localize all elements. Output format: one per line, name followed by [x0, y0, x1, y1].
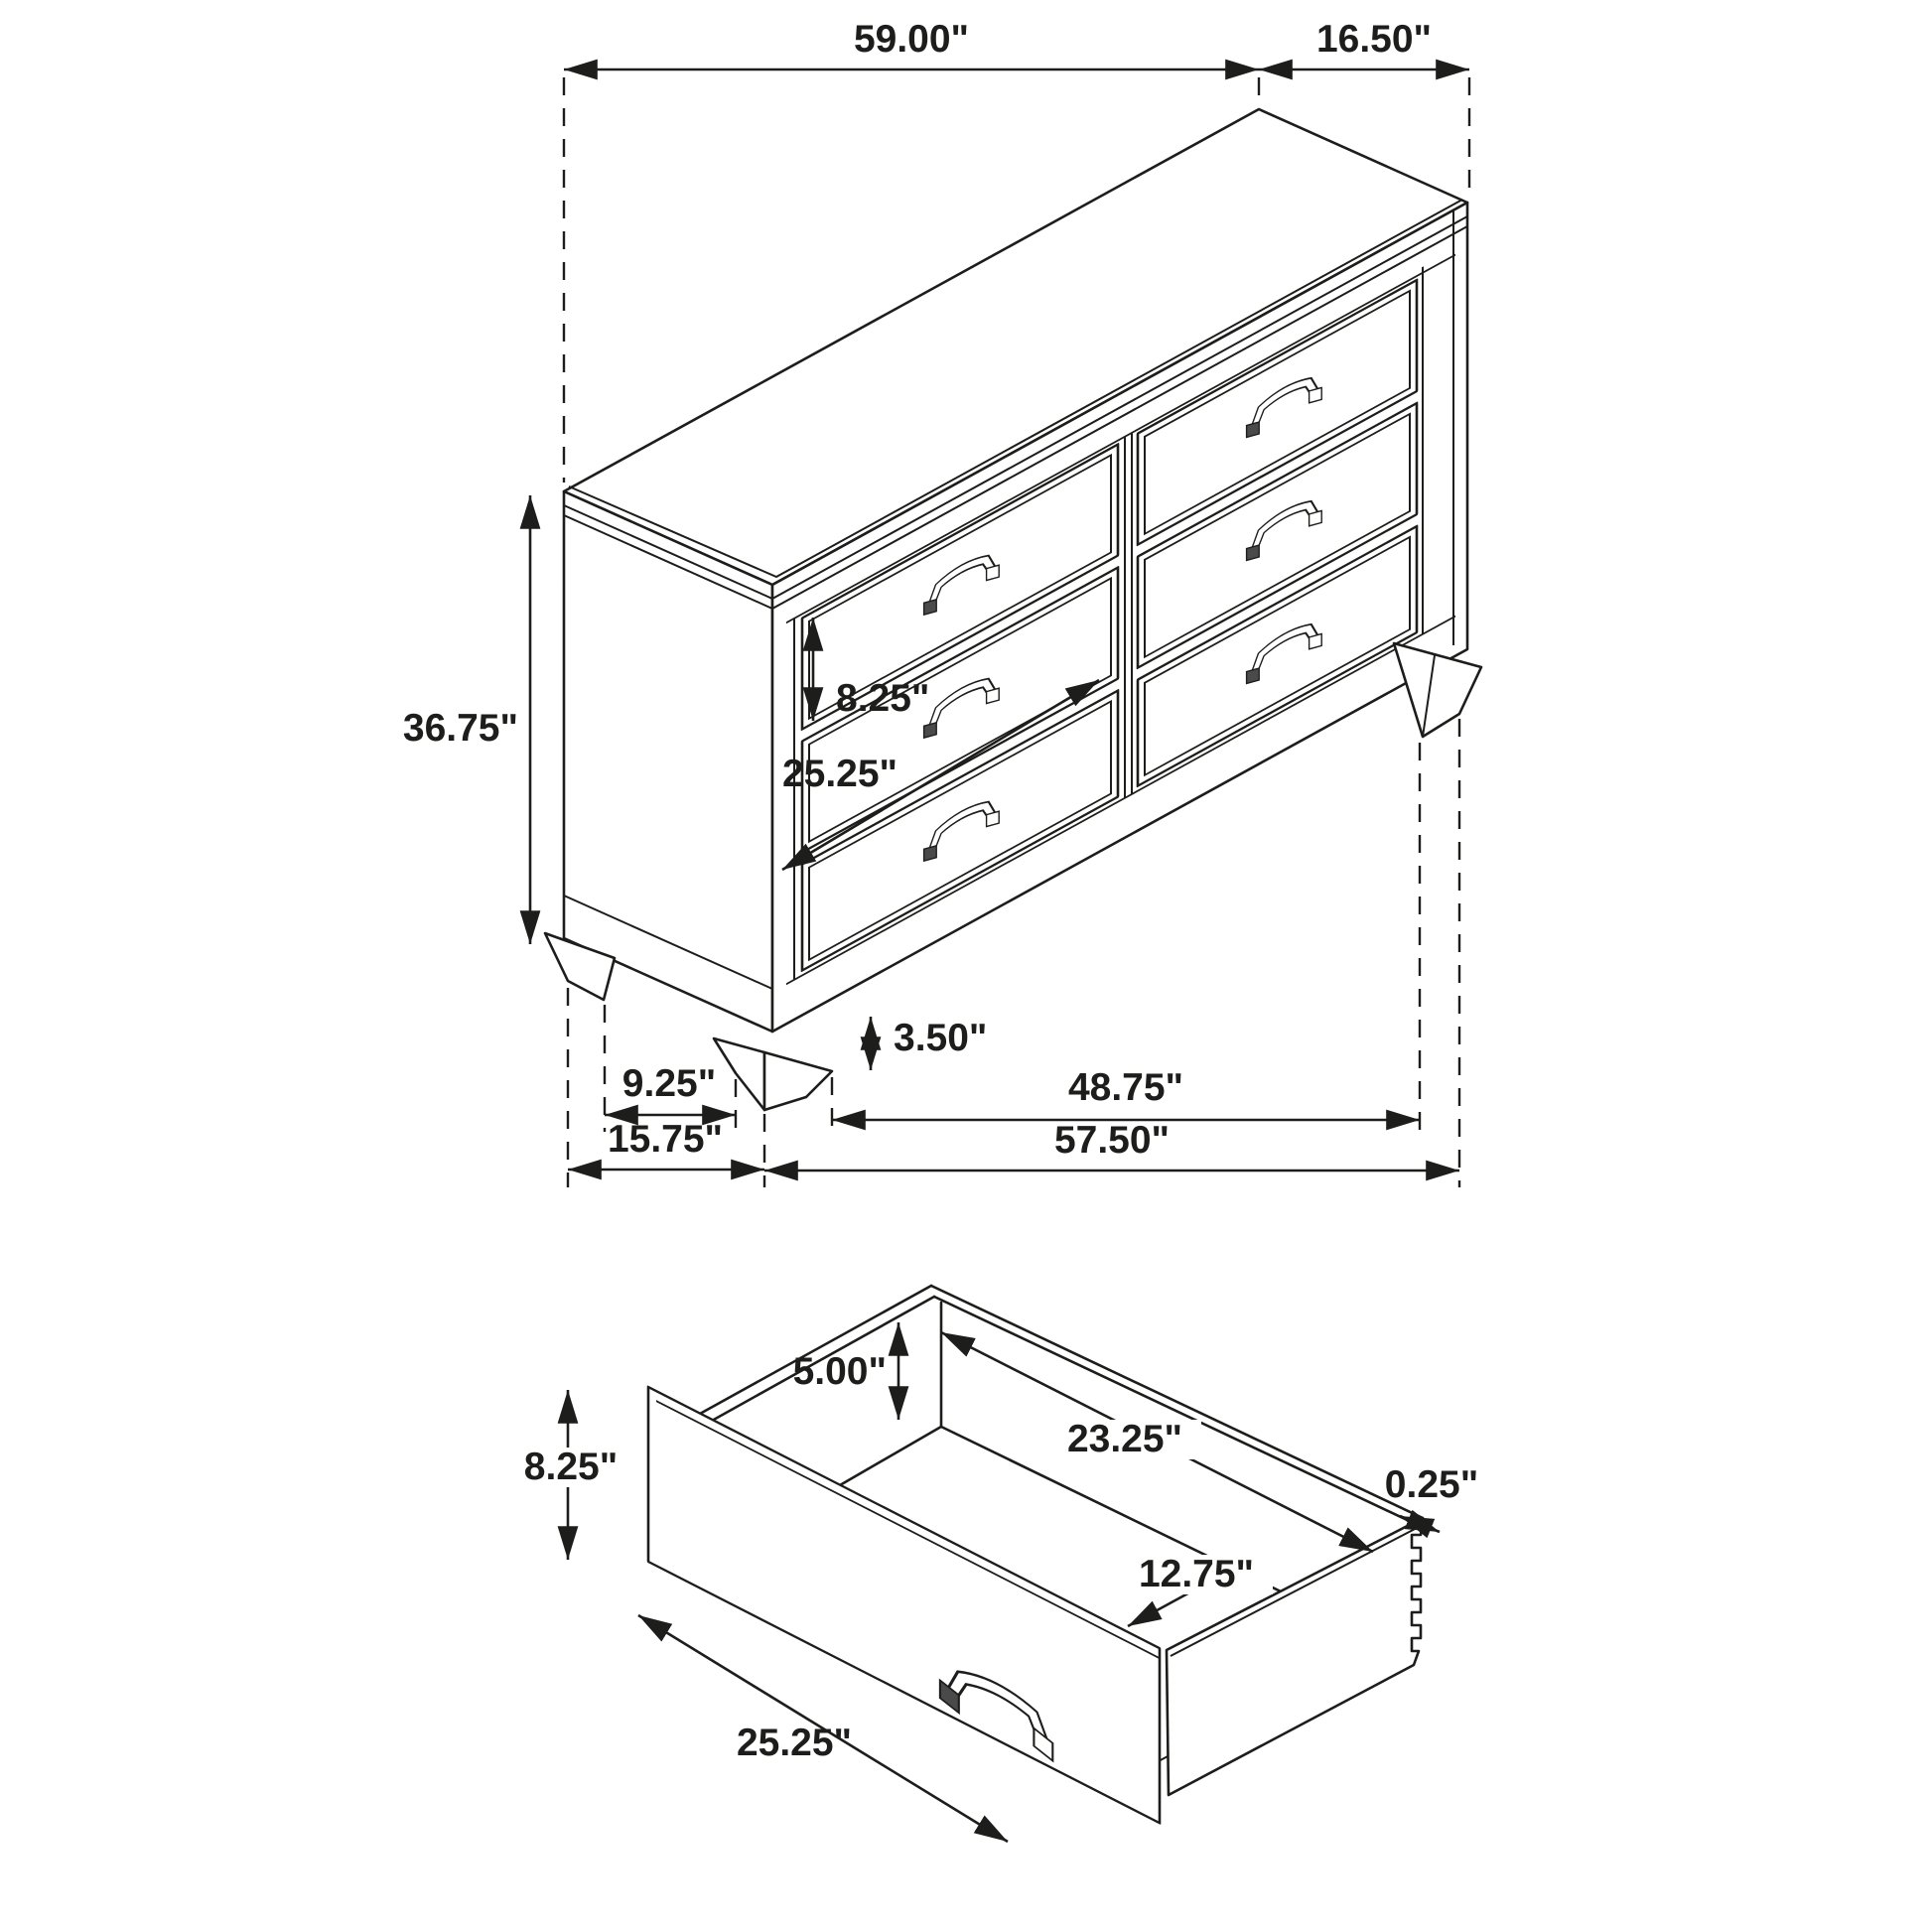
- dimension-label: 0.25": [1384, 1463, 1479, 1506]
- dresser-front-leg-right-face: [764, 1052, 832, 1110]
- dimension-label: 36.75": [402, 707, 518, 750]
- dimension-label: 23.25": [1066, 1418, 1183, 1460]
- dimension-label: 12.75": [1138, 1553, 1255, 1595]
- dimension-label: 8.25": [523, 1446, 619, 1488]
- dim-dresser-leg-inset-depth: [605, 1062, 736, 1115]
- dresser-front-leg-left-face: [714, 1038, 764, 1110]
- figure-drawer: [508, 1286, 1478, 1842]
- dimension-label: 25.25": [781, 753, 898, 795]
- dimension-label: 48.75": [1067, 1066, 1184, 1109]
- dim-drawer-inner-length: [941, 1332, 1373, 1552]
- dresser-right-leg: [1394, 643, 1481, 737]
- dimension-label: 57.50": [1053, 1119, 1171, 1162]
- dim-drawer-front-height: [508, 1390, 633, 1560]
- dim-dresser-total-height: [403, 495, 530, 944]
- dim-dresser-total-depth: [1259, 18, 1469, 69]
- dimension-label: 25.25": [736, 1722, 853, 1764]
- dimension-label: 9.25": [621, 1062, 717, 1105]
- dim-dresser-leg-span-width: [832, 1066, 1420, 1120]
- dimension-label: 5.00": [792, 1350, 887, 1393]
- drawer-back-wall-rim-inner: [934, 1297, 1420, 1526]
- dim-drawer-inner-height: [793, 1322, 898, 1420]
- dimension-label: 16.50": [1315, 18, 1433, 61]
- dimension-label: 3.50": [894, 1017, 988, 1059]
- drawer-back-wall-rim-outer: [931, 1286, 1423, 1518]
- dim-dresser-base-height: [871, 1017, 987, 1070]
- dimension-leader-line: [1128, 1590, 1193, 1626]
- dim-drawer-side-thickness: [1385, 1463, 1478, 1532]
- dimension-label: 59.00": [853, 18, 970, 61]
- dimension-label: 8.25": [836, 677, 930, 720]
- dim-dresser-footprint-width: [764, 1119, 1459, 1171]
- dimension-label: 15.75": [607, 1118, 724, 1161]
- figure-dresser: [403, 18, 1481, 1187]
- dim-dresser-total-width: [564, 18, 1259, 69]
